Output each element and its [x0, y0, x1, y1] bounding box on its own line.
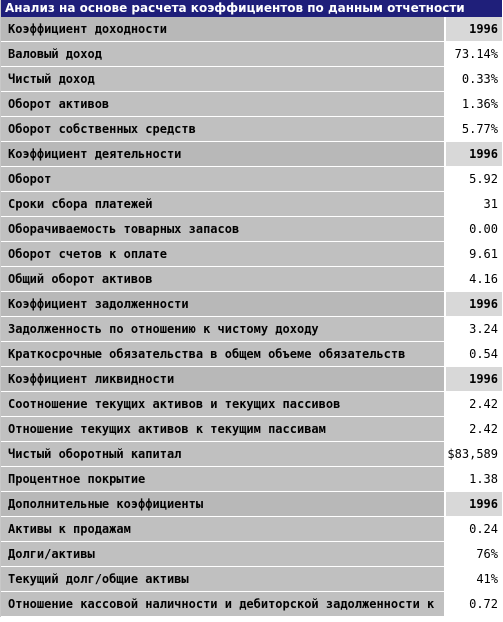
ratio-table [1, 17, 502, 617]
table-row [1, 67, 502, 92]
ratio-value: 5.92 [444, 167, 502, 192]
ratio-label: Процентное покрытие [1, 467, 444, 492]
ratio-label: Текущий долг/общие активы [1, 567, 444, 592]
table-row [1, 517, 502, 542]
table-row [1, 242, 502, 267]
ratio-value: 1.38 [444, 467, 502, 492]
ratio-label: Краткосрочные обязательства в общем объеме обязательств [1, 342, 444, 367]
ratio-label: Сроки сбора платежей [1, 192, 444, 217]
ratio-label: Оборот [1, 167, 444, 192]
ratio-label: Отношение текущих активов к текущим пассивам [1, 417, 444, 442]
ratio-label: Общий оборот активов [1, 267, 444, 292]
ratio-value: 31 [444, 192, 502, 217]
section-year: 1996 [444, 292, 502, 317]
section-year: 1996 [444, 367, 502, 392]
ratio-label: Отношение кассовой наличности и дебиторской задолженности к [1, 592, 444, 617]
table-row [1, 467, 502, 492]
ratio-value: 5.77% [444, 117, 502, 142]
section-title: Коэффициент задолженности [1, 292, 444, 317]
ratio-value: 9.61 [444, 242, 502, 267]
section-header-row [1, 142, 502, 167]
ratio-value: 0.54 [444, 342, 502, 367]
ratio-label: Оборачиваемость товарных запасов [1, 217, 444, 242]
ratio-label: Долги/активы [1, 542, 444, 567]
ratio-label: Активы к продажам [1, 517, 444, 542]
table-row [1, 192, 502, 217]
table-row [1, 567, 502, 592]
ratio-value: 3.24 [444, 317, 502, 342]
section-year: 1996 [444, 492, 502, 517]
table-row [1, 42, 502, 67]
section-year: 1996 [444, 17, 502, 42]
table-row [1, 392, 502, 417]
table-row [1, 267, 502, 292]
ratio-value: $83,589 [444, 442, 502, 467]
ratio-value: 76% [444, 542, 502, 567]
table-row [1, 117, 502, 142]
ratio-label: Чистый оборотный капитал [1, 442, 444, 467]
ratio-value: 2.42 [444, 417, 502, 442]
section-year: 1996 [444, 142, 502, 167]
table-row [1, 92, 502, 117]
table-row [1, 217, 502, 242]
ratio-label: Валовый доход [1, 42, 444, 67]
ratio-value: 4.16 [444, 267, 502, 292]
ratio-value: 1.36% [444, 92, 502, 117]
ratio-label: Чистый доход [1, 67, 444, 92]
ratio-label: Задолженность по отношению к чистому доходу [1, 317, 444, 342]
ratio-label: Оборот активов [1, 92, 444, 117]
ratio-value: 0.24 [444, 517, 502, 542]
table-row [1, 442, 502, 467]
section-header-row [1, 292, 502, 317]
table-row [1, 167, 502, 192]
section-header-row [1, 17, 502, 42]
ratio-label: Оборот собственных средств [1, 117, 444, 142]
ratio-value: 41% [444, 567, 502, 592]
section-title: Коэффициент деятельности [1, 142, 444, 167]
ratio-label: Оборот счетов к оплате [1, 242, 444, 267]
ratio-value: 2.42 [444, 392, 502, 417]
table-row [1, 542, 502, 567]
table-row [1, 417, 502, 442]
ratio-value: 73.14% [444, 42, 502, 67]
ratio-label: Соотношение текущих активов и текущих пассивов [1, 392, 444, 417]
section-title: Коэффициент ликвидности [1, 367, 444, 392]
table-row [1, 317, 502, 342]
ratio-table-body [1, 17, 502, 617]
section-title: Коэффициент доходности [1, 17, 444, 42]
ratio-value: 0.33% [444, 67, 502, 92]
section-header-row [1, 492, 502, 517]
section-header-row [1, 367, 502, 392]
ratio-value: 0.72 [444, 592, 502, 617]
ratio-value: 0.00 [444, 217, 502, 242]
section-title: Дополнительные коэффициенты [1, 492, 444, 517]
table-row [1, 342, 502, 367]
report-title: Анализ на основе расчета коэффициентов по данным отчетности [1, 0, 502, 17]
table-row [1, 592, 502, 617]
